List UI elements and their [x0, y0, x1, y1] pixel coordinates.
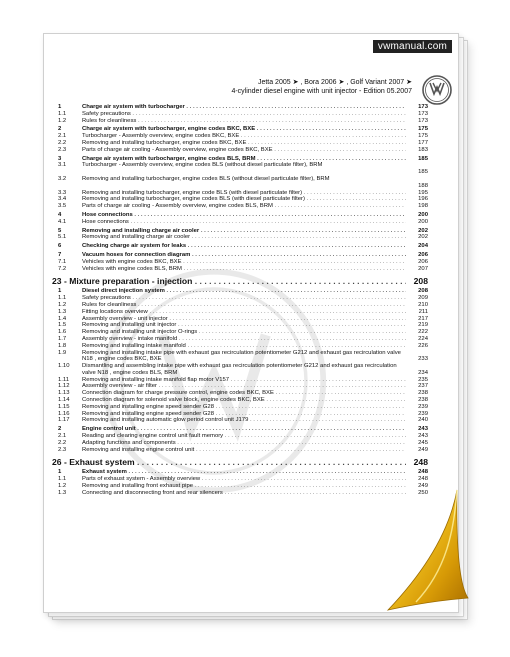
entry-page: 238 [418, 390, 428, 397]
toc-entry [52, 234, 428, 241]
entry-title: Removing and installing charge air cooler . . . [82, 228, 406, 235]
entry-title: Vacuum hoses for connection diagram . . . [82, 252, 406, 259]
entry-page: 195 [418, 189, 428, 196]
toc-entry [52, 302, 428, 309]
entry-number: 1.1 [58, 110, 67, 117]
toc-entry [52, 426, 428, 433]
entry-page: 185 [418, 169, 428, 176]
entry-page: 200 [418, 211, 428, 218]
entry-title: Assembly overview - air filter . . . [82, 383, 406, 390]
entry-number: 1.17 [58, 417, 70, 424]
entry-number: 1.3 [58, 489, 67, 496]
vw-logo-icon [422, 75, 452, 105]
entry-number: 6 [58, 243, 62, 250]
entry-page: 237 [418, 383, 428, 390]
entry-title: Removing and installing intake manifold flap motor V157 . . . [82, 377, 406, 384]
toc-entry [52, 322, 428, 329]
entry-number: 1.2 [58, 117, 67, 124]
toc-entry [52, 309, 428, 316]
site-watermark: vwmanual.com [373, 40, 452, 53]
entry-title: Turbocharger - Assembly overview, engine codes BKC, BXE . . . [82, 133, 406, 140]
entry-title: Hose connections . . . [82, 212, 406, 219]
entry-number: 5 [58, 227, 62, 234]
toc-entry [52, 266, 428, 273]
toc-entry [52, 133, 428, 140]
toc-entry [52, 363, 428, 377]
toc-entry [52, 350, 428, 364]
entry-number: 2.1 [58, 133, 67, 140]
entry-number: 1.12 [58, 383, 70, 390]
toc-entry [52, 196, 428, 203]
part-page: 208 [413, 276, 428, 287]
entry-number: 1.6 [58, 329, 67, 336]
entry-number: 2.1 [58, 433, 67, 440]
toc-entry [52, 417, 428, 424]
toc-entry [52, 469, 428, 476]
entry-number: 3 [58, 155, 62, 162]
entry-title: Removing and installing intake pipe with exhaust gas recirculation potentiometer G212 and exhaust gas recirculation valve N18 , engine codes BKC, BXE [82, 349, 401, 363]
toc-entry [52, 404, 428, 411]
toc-entry [52, 126, 428, 133]
toc-entry [52, 490, 428, 497]
toc-entry [52, 140, 428, 147]
entry-number: 1.4 [58, 315, 67, 322]
part-page: 248 [413, 457, 428, 468]
entry-number: 2.3 [58, 446, 67, 453]
entry-number: 1.3 [58, 308, 67, 315]
entry-title: Parts of charge air cooling - Assembly overview, engine codes BKC, BXE . . . [82, 147, 406, 154]
entry-page: 243 [418, 426, 428, 433]
toc-entry [52, 176, 428, 190]
entry-page: 211 [418, 308, 428, 315]
entry-page: 233 [418, 356, 428, 363]
entry-title: Rules for cleanliness . . . [82, 302, 406, 309]
entry-page: 183 [418, 146, 428, 153]
entry-title: Removing and installing unit injector . . . [82, 322, 406, 329]
entry-page: 249 [418, 446, 428, 453]
toc-entry [52, 377, 428, 384]
entry-page: 219 [418, 322, 428, 329]
toc-entry [52, 147, 428, 154]
toc-entry [52, 162, 428, 176]
entry-number: 3.3 [58, 189, 67, 196]
entry-page: 209 [418, 295, 428, 302]
entry-number: 1.16 [58, 410, 70, 417]
entry-number: 3.2 [58, 175, 67, 182]
toc-entry [52, 111, 428, 118]
entry-number: 2 [58, 426, 62, 433]
entry-number: 7.2 [58, 265, 67, 272]
toc-entry [52, 397, 428, 404]
entry-page: 217 [418, 315, 428, 322]
toc-entry [52, 343, 428, 350]
part-title: 23 - Mixture preparation - injection . . . [52, 275, 406, 287]
entry-number: 1.15 [58, 403, 70, 410]
entry-page: 238 [418, 397, 428, 404]
entry-title: Turbocharger - Assembly overview, engine codes BLS (without diesel particulate filter), BRM [82, 162, 323, 169]
entry-number: 1.11 [58, 376, 70, 383]
entry-page: 248 [418, 469, 428, 476]
entry-number: 1 [58, 469, 62, 476]
entry-page: 198 [418, 203, 428, 210]
toc-entry [52, 336, 428, 343]
part-heading-23 [52, 275, 428, 287]
toc-entry [52, 433, 428, 440]
entry-number: 5.1 [58, 234, 67, 241]
entry-title: Connection diagram for solenoid valve block, engine codes BKC, BXE . . . [82, 397, 406, 404]
entry-number: 1.8 [58, 342, 67, 349]
entry-title: Fitting locations overview . . . [82, 309, 406, 316]
entry-number: 4.1 [58, 218, 67, 225]
entry-title: Removing and installing engine speed sender G28 . . . [82, 404, 406, 411]
entry-title: Rules for cleanliness . . . [82, 118, 406, 125]
entry-page: 210 [418, 301, 428, 308]
entry-page: 173 [418, 110, 428, 117]
entry-page: 202 [418, 234, 428, 241]
entry-page: 248 [418, 476, 428, 483]
entry-title: Connecting and disconnecting front and rear silencers . . . [82, 490, 406, 497]
entry-title: Engine control unit . . . [82, 426, 406, 433]
entry-page: 177 [418, 139, 428, 146]
entry-title: Removing and installing turbocharger, engine code BLS (with diesel particulate filter) . . . [82, 190, 406, 197]
entry-title: Dismantling and assembling intake pipe with exhaust gas recirculation potentiometer G212 and exhaust gas recirculation valve N18 , engine codes BLS, BRM [82, 363, 397, 376]
toc-entry [52, 219, 428, 226]
toc-entry [52, 447, 428, 454]
entry-page: 222 [418, 329, 428, 336]
entry-page: 207 [418, 265, 428, 272]
toc-entry [52, 440, 428, 447]
chapter-list-23 [52, 288, 428, 453]
table-of-contents [52, 104, 428, 497]
entry-title: Assembly overview - intake manifold . . . [82, 336, 406, 343]
header-edition: 4-cylinder diesel engine with unit injector - Edition 05.2007 [231, 88, 412, 95]
entry-title: Removing and installing automatic glow period control unit J179 . . . [82, 417, 406, 424]
entry-number: 3.4 [58, 196, 67, 203]
entry-page: 239 [418, 410, 428, 417]
entry-number: 4 [58, 211, 62, 218]
entry-page: 235 [418, 376, 428, 383]
chapter-list-26 [52, 469, 428, 496]
entry-title: Diesel direct injection system . . . [82, 288, 406, 295]
entry-page: 188 [418, 182, 428, 189]
entry-number: 2 [58, 126, 62, 133]
entry-title: Charge air system with turbocharger . . . [82, 104, 406, 111]
entry-number: 2.2 [58, 439, 67, 446]
entry-title: Hose connections . . . [82, 219, 406, 226]
toc-entry [52, 104, 428, 111]
entry-page: 245 [418, 439, 428, 446]
page-header [231, 78, 412, 96]
entry-page: 208 [418, 288, 428, 295]
entry-number: 1.7 [58, 335, 67, 342]
entry-page: 196 [418, 196, 428, 203]
part-title: 26 - Exhaust system . . . [52, 456, 406, 468]
entry-number: 1.9 [58, 349, 67, 356]
entry-number: 1.1 [58, 295, 67, 302]
entry-number: 7 [58, 251, 62, 258]
entry-title: Charge air system with turbocharger, engine codes BLS, BRM . . . [82, 156, 406, 163]
entry-title: Adapting functions and components . . . [82, 440, 406, 447]
entry-title: Connection diagram for charge pressure control, engine codes BKC, BXE . . . [82, 390, 406, 397]
entry-page: 173 [418, 117, 428, 124]
chapter-list-21 [52, 104, 428, 272]
toc-entry [52, 118, 428, 125]
entry-title: Removing and installing turbocharger, engine codes BKC, BXE . . . [82, 140, 406, 147]
toc-entry [52, 288, 428, 295]
entry-title: Parts of charge air cooling - Assembly overview, engine codes BLS, BRM . . . [82, 203, 406, 210]
toc-entry [52, 190, 428, 197]
entry-number: 1.10 [58, 363, 70, 370]
entry-page: 185 [418, 155, 428, 162]
entry-title: Removing and installing engine speed sender G28 . . . [82, 411, 406, 418]
entry-page: 175 [418, 133, 428, 140]
entry-title: Assembly overview - unit injector . . . [82, 316, 406, 323]
entry-title: Removing and installing engine control unit . . . [82, 447, 406, 454]
entry-page: 206 [418, 251, 428, 258]
entry-title: Removing and installing front exhaust pipe . . . [82, 483, 406, 490]
entry-title: Removing and installing unit injector O-rings . . . [82, 329, 406, 336]
entry-number: 1.1 [58, 476, 67, 483]
entry-title: Removing and installing turbocharger, engine codes BLS (without diesel particulate filter), BRM [82, 175, 330, 182]
entry-page: 204 [418, 243, 428, 250]
entry-number: 1.13 [58, 390, 70, 397]
entry-number: 1.5 [58, 322, 67, 329]
toc-entry [52, 329, 428, 336]
toc-entry [52, 212, 428, 219]
toc-entry [52, 203, 428, 210]
entry-number: 1.2 [58, 483, 67, 490]
toc-entry [52, 383, 428, 390]
toc-entry [52, 228, 428, 235]
entry-title: Vehicles with engine codes BKC, BXE . . . [82, 259, 406, 266]
entry-page: 175 [418, 126, 428, 133]
entry-page: 249 [418, 483, 428, 490]
entry-page: 239 [418, 403, 428, 410]
toc-entry [52, 476, 428, 483]
entry-title: Checking charge air system for leaks . . . [82, 243, 406, 250]
entry-page: 224 [418, 335, 428, 342]
entry-page: 206 [418, 258, 428, 265]
toc-entry [52, 390, 428, 397]
entry-number: 7.1 [58, 258, 67, 265]
entry-title: Reading and clearing engine control unit fault memory . . . [82, 433, 406, 440]
entry-title: Parts of exhaust system - Assembly overview . . . [82, 476, 406, 483]
entry-page: 240 [418, 417, 428, 424]
entry-page: 173 [418, 104, 428, 110]
entry-title: Removing and installing intake manifold . . . [82, 343, 406, 350]
entry-title: Exhaust system . . . [82, 469, 406, 476]
entry-page: 234 [418, 369, 428, 376]
entry-page: 200 [418, 218, 428, 225]
entry-number: 3.5 [58, 203, 67, 210]
entry-number: 3.1 [58, 162, 67, 169]
toc-entry [52, 243, 428, 250]
entry-number: 1.2 [58, 301, 67, 308]
entry-title: Removing and installing turbocharger, engine codes BLS (with diesel particulate filter) . . . [82, 196, 406, 203]
header-models: Jetta 2005 ➤ , Bora 2006 ➤ , Golf Variant 2007 ➤ [257, 79, 412, 86]
entry-number: 1 [58, 288, 62, 295]
entry-number: 2.2 [58, 139, 67, 146]
entry-title: Charge air system with turbocharger, engine codes BKC, BXE . . . [82, 126, 406, 133]
entry-number: 1 [58, 104, 62, 110]
entry-page: 250 [418, 489, 428, 496]
entry-page: 226 [418, 342, 428, 349]
toc-entry [52, 259, 428, 266]
toc-entry [52, 411, 428, 418]
page-curl-icon [376, 482, 476, 622]
entry-page: 202 [418, 227, 428, 234]
entry-number: 1.14 [58, 397, 70, 404]
entry-title: Vehicles with engine codes BLS, BRM . . . [82, 266, 406, 273]
toc-entry [52, 156, 428, 163]
toc-entry [52, 252, 428, 259]
entry-title: Safety precautions . . . [82, 295, 406, 302]
toc-entry [52, 483, 428, 490]
entry-title: Removing and installing charge air cooler . . . [82, 234, 406, 241]
entry-number: 2.3 [58, 146, 67, 153]
entry-page: 243 [418, 433, 428, 440]
toc-entry [52, 295, 428, 302]
entry-title: Safety precautions . . . [82, 111, 406, 118]
toc-entry [52, 316, 428, 323]
part-heading-26 [52, 456, 428, 468]
